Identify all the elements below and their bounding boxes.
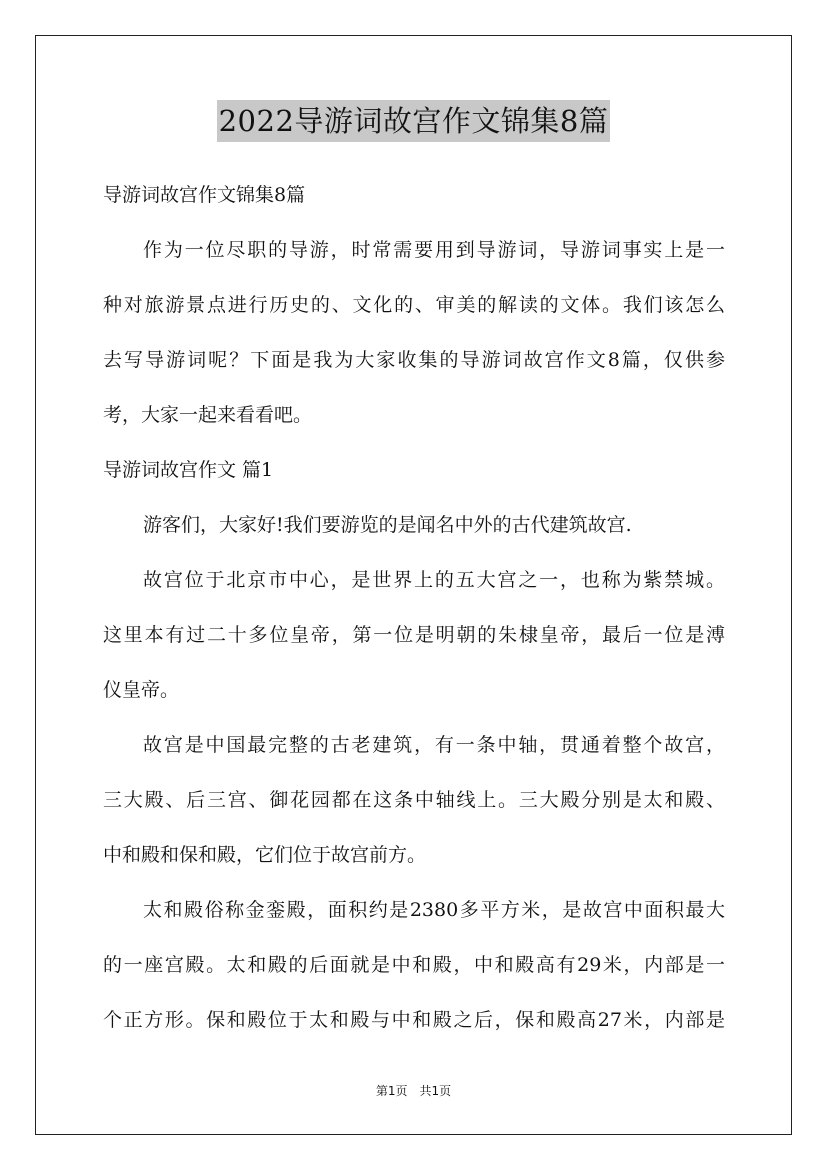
body-line: 中和殿和保和殿，它们位于故宫前方。 <box>103 844 427 866</box>
section-heading: 导游词故宫作文 篇1 <box>103 459 274 481</box>
page-footer <box>0 1082 827 1100</box>
document-title: 2022导游词故宫作文锦集8篇 <box>217 100 611 142</box>
subtitle-line: 导游词故宫作文锦集8篇 <box>103 184 306 206</box>
body-line: 故宫是中国最完整的古老建筑，有一条中轴，贯通着整个故宫， <box>143 734 725 756</box>
title-container <box>0 100 827 142</box>
page-number: 第1页 <box>375 1084 408 1098</box>
body-line: 个正方形。保和殿位于太和殿与中和殿之后，保和殿高27米，内部是 <box>103 1009 725 1031</box>
body-line: 考，大家一起来看看吧。 <box>103 404 313 426</box>
body-line: 种对旅游景点进行历史的、文化的、审美的解读的文体。我们该怎么 <box>103 294 725 316</box>
body-line: 游客们，大家好!我们要游览的是闻名中外的古代建筑故宫. <box>143 514 632 536</box>
body-line: 的一座宫殿。太和殿的后面就是中和殿，中和殿高有29米，内部是一 <box>103 954 725 976</box>
body-line: 仪皇帝。 <box>103 679 180 701</box>
body-line: 作为一位尽职的导游，时常需要用到导游词，导游词事实上是一 <box>143 239 725 261</box>
page-total: 共1页 <box>419 1084 452 1098</box>
body-line: 太和殿俗称金銮殿，面积约是2380多平方米，是故宫中面积最大 <box>143 899 725 921</box>
body-line: 三大殿、后三宫、御花园都在这条中轴线上。三大殿分别是太和殿、 <box>103 789 725 811</box>
body-line: 故宫位于北京市中心，是世界上的五大宫之一，也称为紫禁城。 <box>143 569 725 591</box>
document-body <box>103 176 725 1056</box>
body-line: 去写导游词呢？下面是我为大家收集的导游词故宫作文8篇，仅供参 <box>103 349 725 371</box>
body-line: 这里本有过二十多位皇帝，第一位是明朝的朱棣皇帝，最后一位是溥 <box>103 624 725 646</box>
